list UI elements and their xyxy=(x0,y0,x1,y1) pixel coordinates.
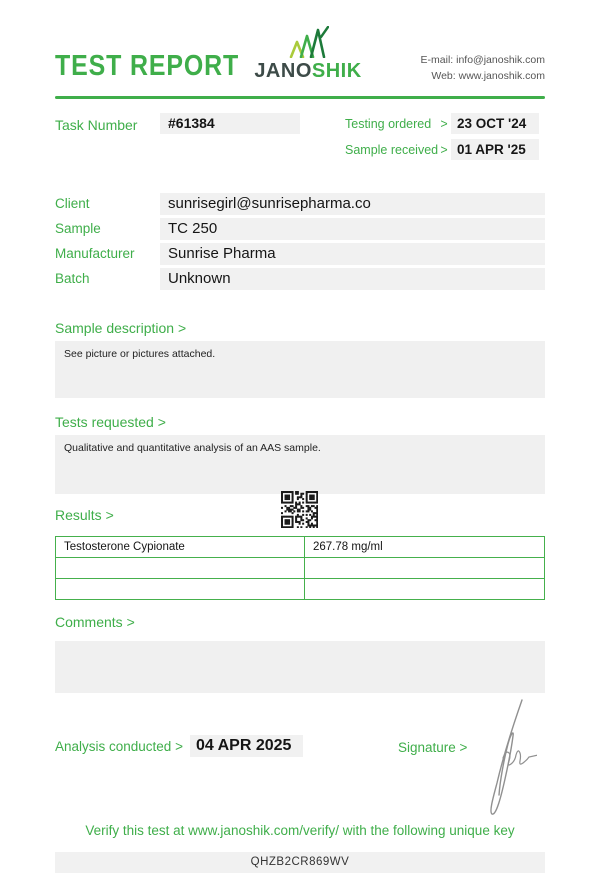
info-row-sample xyxy=(55,218,545,240)
substance-cell xyxy=(56,579,305,600)
sample-info-block xyxy=(55,193,545,293)
comments-heading: Comments > xyxy=(55,614,135,630)
results-table xyxy=(55,536,545,600)
email-label: E-mail: xyxy=(420,54,454,66)
logo-jano: JANO xyxy=(254,60,312,82)
verify-key: QHZB2CR869WV xyxy=(55,852,545,873)
batch-label: Batch xyxy=(55,271,90,286)
web-label: Web: xyxy=(431,70,456,82)
result-cell: 267.78 mg/ml xyxy=(305,537,545,558)
manufacturer-value: Sunrise Pharma xyxy=(160,243,545,265)
qr-code xyxy=(281,491,318,528)
dates-block xyxy=(345,113,539,165)
signature-image xyxy=(482,698,537,818)
logo-wordmark xyxy=(252,60,364,83)
analysis-conducted-label: Analysis conducted > xyxy=(55,738,183,754)
tests-requested-box: Qualitative and quantitative analysis of an AAS sample. xyxy=(55,435,545,494)
sample-value: TC 250 xyxy=(160,218,545,240)
results-heading: Results > xyxy=(55,507,114,523)
sample-received-label: Sample received xyxy=(345,142,439,157)
table-row xyxy=(56,537,545,558)
tests-requested-heading: Tests requested > xyxy=(55,414,166,430)
header-divider xyxy=(55,96,545,99)
email-line xyxy=(421,52,545,68)
testing-ordered-row xyxy=(345,113,539,134)
sample-description-heading: Sample description > xyxy=(55,320,187,336)
arrow-glyph: > xyxy=(440,142,448,157)
substance-cell: Testosterone Cypionate xyxy=(56,537,305,558)
task-number-value: #61384 xyxy=(160,113,300,134)
verify-instruction: Verify this test at www.janoshik.com/verify/ with the following unique key xyxy=(85,823,515,838)
comments-box xyxy=(55,641,545,693)
web-line xyxy=(421,68,545,84)
task-number-label: Task Number xyxy=(55,117,138,133)
analysis-conducted-row xyxy=(55,735,303,757)
table-row xyxy=(56,558,545,579)
info-row-client xyxy=(55,193,545,215)
sample-label: Sample xyxy=(55,221,101,236)
arrow-glyph: > xyxy=(440,116,448,131)
table-row xyxy=(56,579,545,600)
analysis-conducted-value: 04 APR 2025 xyxy=(190,735,303,757)
web-value: www.janoshik.com xyxy=(458,70,545,82)
result-cell xyxy=(305,558,545,579)
page-title: TEST REPORT xyxy=(55,50,240,82)
result-cell xyxy=(305,579,545,600)
email-value: info@janoshik.com xyxy=(456,54,545,66)
testing-ordered-label: Testing ordered xyxy=(345,116,432,131)
substance-cell xyxy=(56,558,305,579)
logo-shik: SHIK xyxy=(311,60,362,82)
sample-description-box: See picture or pictures attached. xyxy=(55,341,545,398)
sample-received-row xyxy=(345,139,539,160)
client-value: sunrisegirl@sunrisepharma.co xyxy=(160,193,545,215)
batch-value: Unknown xyxy=(160,268,545,290)
manufacturer-label: Manufacturer xyxy=(55,246,135,261)
info-row-manufacturer xyxy=(55,243,545,265)
sample-received-value: 01 APR '25 xyxy=(451,139,539,160)
contact-info xyxy=(421,52,545,84)
testing-ordered-value: 23 OCT '24 xyxy=(451,113,539,134)
growth-chart-icon xyxy=(287,26,329,58)
janoshik-logo xyxy=(252,26,364,83)
signature-label: Signature > xyxy=(398,740,468,755)
client-label: Client xyxy=(55,196,90,211)
info-row-batch xyxy=(55,268,545,290)
